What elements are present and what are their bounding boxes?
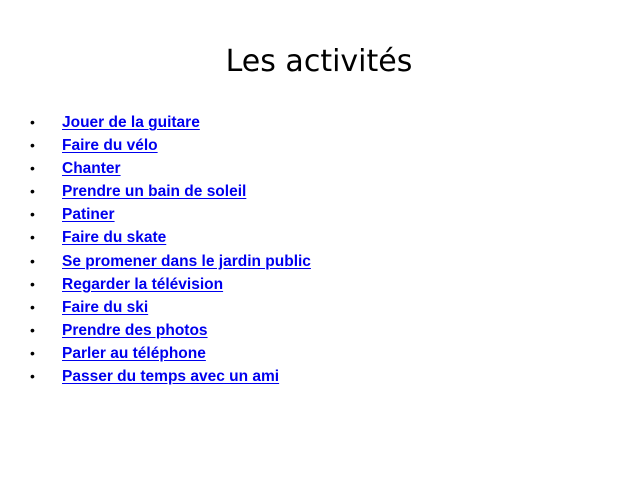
activity-link[interactable]: Regarder la télévision (62, 275, 224, 293)
activity-link[interactable]: Faire du skate (62, 229, 167, 247)
activity-link[interactable]: Jouer de la guitare (62, 114, 200, 131)
bullet-icon: • (30, 344, 35, 361)
bullet-icon: • (30, 114, 35, 130)
slide-title: Les activités (225, 44, 413, 79)
list-item (30, 226, 311, 249)
activity-link[interactable]: Parler au téléphone (62, 344, 206, 362)
bullet-icon: • (30, 298, 35, 315)
bullet-icon: • (30, 183, 35, 200)
bullet-icon: • (30, 160, 35, 177)
bullet-icon: • (30, 252, 35, 269)
activity-link[interactable]: Prendre des photos (62, 321, 208, 339)
list-item (30, 111, 311, 134)
list-item (30, 157, 311, 180)
bullet-icon: • (30, 368, 35, 385)
activity-link[interactable]: Passer du temps avec un ami (62, 368, 280, 386)
activity-link[interactable]: Prendre un bain de soleil (62, 183, 247, 201)
list-item (30, 134, 311, 157)
bullet-icon: • (30, 321, 35, 338)
activity-link[interactable]: Faire du ski (62, 298, 149, 316)
list-item (30, 365, 311, 388)
bullet-icon: • (30, 275, 35, 292)
list-item (30, 296, 311, 319)
list-item (30, 180, 311, 203)
list-item (30, 203, 311, 226)
activity-list (30, 111, 311, 388)
activity-link[interactable]: Faire du vélo (62, 137, 158, 155)
activity-link[interactable]: Se promener dans le jardin public (62, 252, 311, 270)
list-item (30, 319, 311, 342)
list-item (30, 342, 311, 365)
list-item (30, 273, 311, 296)
bullet-icon: • (30, 137, 35, 154)
activity-link[interactable]: Patiner (62, 206, 115, 224)
bullet-icon: • (30, 206, 35, 223)
activity-link[interactable]: Chanter (62, 160, 121, 178)
bullet-icon: • (30, 229, 35, 246)
list-item (30, 250, 311, 273)
